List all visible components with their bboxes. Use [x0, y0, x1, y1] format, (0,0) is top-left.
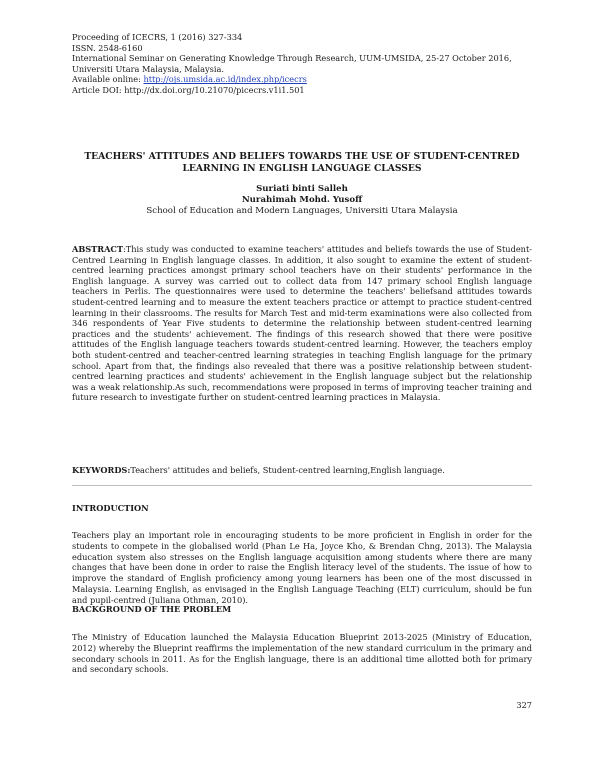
- page-number: 327: [516, 700, 532, 710]
- proceeding-line: Proceeding of ICECRS, 1 (2016) 327-334: [72, 32, 243, 42]
- seminar-line: International Seminar on Generating Knowledge Through Research, UUM-UMSIDA, 25-27 October 2016,: [72, 53, 512, 64]
- abstract-label: ABSTRACT: [72, 244, 124, 254]
- doi-line: Article DOI: http://dx.doi.org/10.21070/picecrs.v1i1.501: [72, 84, 305, 95]
- available-online-line: [72, 74, 532, 85]
- paper-title: TEACHERS' ATTITUDES AND BELIEFS TOWARDS THE USE OF STUDENT-CENTRED LEARNING IN ENGLISH LANGUAGE CLASSES: [84, 151, 520, 174]
- university-line: Universiti Utara Malaysia, Malaysia.: [72, 63, 224, 74]
- introduction-text: Teachers play an important role in encouraging students to be more proficient in English in order for the students to compete in the globalised world (Phan Le Ha, Joyce Kho, & Brendan Chng, 2013). The Malaysia education system also stresses on the English language acquisition among students where there are many changes that have been done in order to raise the English literacy level of the students. The issue of how to improve the standard of English proficiency among young learners has been one of the most discussed in Malaysia. Learning English, as envisaged in the English Language Teaching (ELT) curriculum, should be fun and pupil-centred (Juliana Othman, 2010).: [72, 530, 532, 605]
- background-heading: BACKGROUND OF THE PROBLEM: [72, 604, 232, 614]
- background-text: The Ministry of Education launched the Malaysia Education Blueprint 2013-2025 (Ministry of Education, 2012) whereby the Blueprint reaffirms the implementation of the new standard curriculum in the primary and secondary schools in 2011. As for the English language, there is an additional time allotted both for primary and secondary schools.: [72, 632, 532, 675]
- keywords: [72, 465, 532, 476]
- abstract-text: :This study was conducted to examine teachers' attitudes and beliefs towards the use of Student-Centred Learning in English language classes. In addition, it also sought to examine the extent of student-centred learning practices amongst primary school teachers have on their students' performance in the English language. A survey was carried out to collect data from 147 primary school English language teachers in Perlis. The questionnaires were used to determine the teachers' beliefsand attitudes towards student-centred learning and to measure the extent teachers practice or attempt to practice student-centred learning in their classrooms. The results for March Test and mid-term examinations were also collected from 346 respondents of Year Five students to determine the relationship between student-centred learning practices and the students' achievement. The findings of this research showed that there were positive attitudes of the English language teachers towards student-centred learning. However, the teachers employ both student-centred and teacher-centred learning strategies in teaching English language for the primary school. Apart from that, the findings also revealed that there was a positive relationship between student-centred learning practices and students' achievement in the English language subject but the relationship was a weak relationship.As such, recommendations were proposed in terms of improving teacher training and future research to investigate further on student-centred learning practices in Malaysia.: [72, 244, 532, 403]
- section-divider: [72, 485, 532, 486]
- journal-header: [72, 32, 532, 96]
- keywords-label: KEYWORDS:: [72, 465, 131, 475]
- affiliation: School of Education and Modern Languages, Universiti Utara Malaysia: [146, 206, 458, 216]
- author-1: Suriati binti Salleh: [256, 184, 348, 194]
- author-2: Nurahimah Mohd. Yusoff: [241, 195, 363, 205]
- author-block: [72, 184, 532, 217]
- available-label: Available online:: [72, 74, 144, 85]
- keywords-text: Teachers' attitudes and beliefs, Student-centred learning,English language.: [130, 465, 445, 475]
- abstract: [72, 244, 532, 403]
- journal-link[interactable]: http://ojs.umsida.ac.id/index.php/icecrs: [143, 74, 307, 85]
- introduction-heading: INTRODUCTION: [72, 503, 149, 513]
- issn-line: ISSN. 2548-6160: [72, 42, 143, 53]
